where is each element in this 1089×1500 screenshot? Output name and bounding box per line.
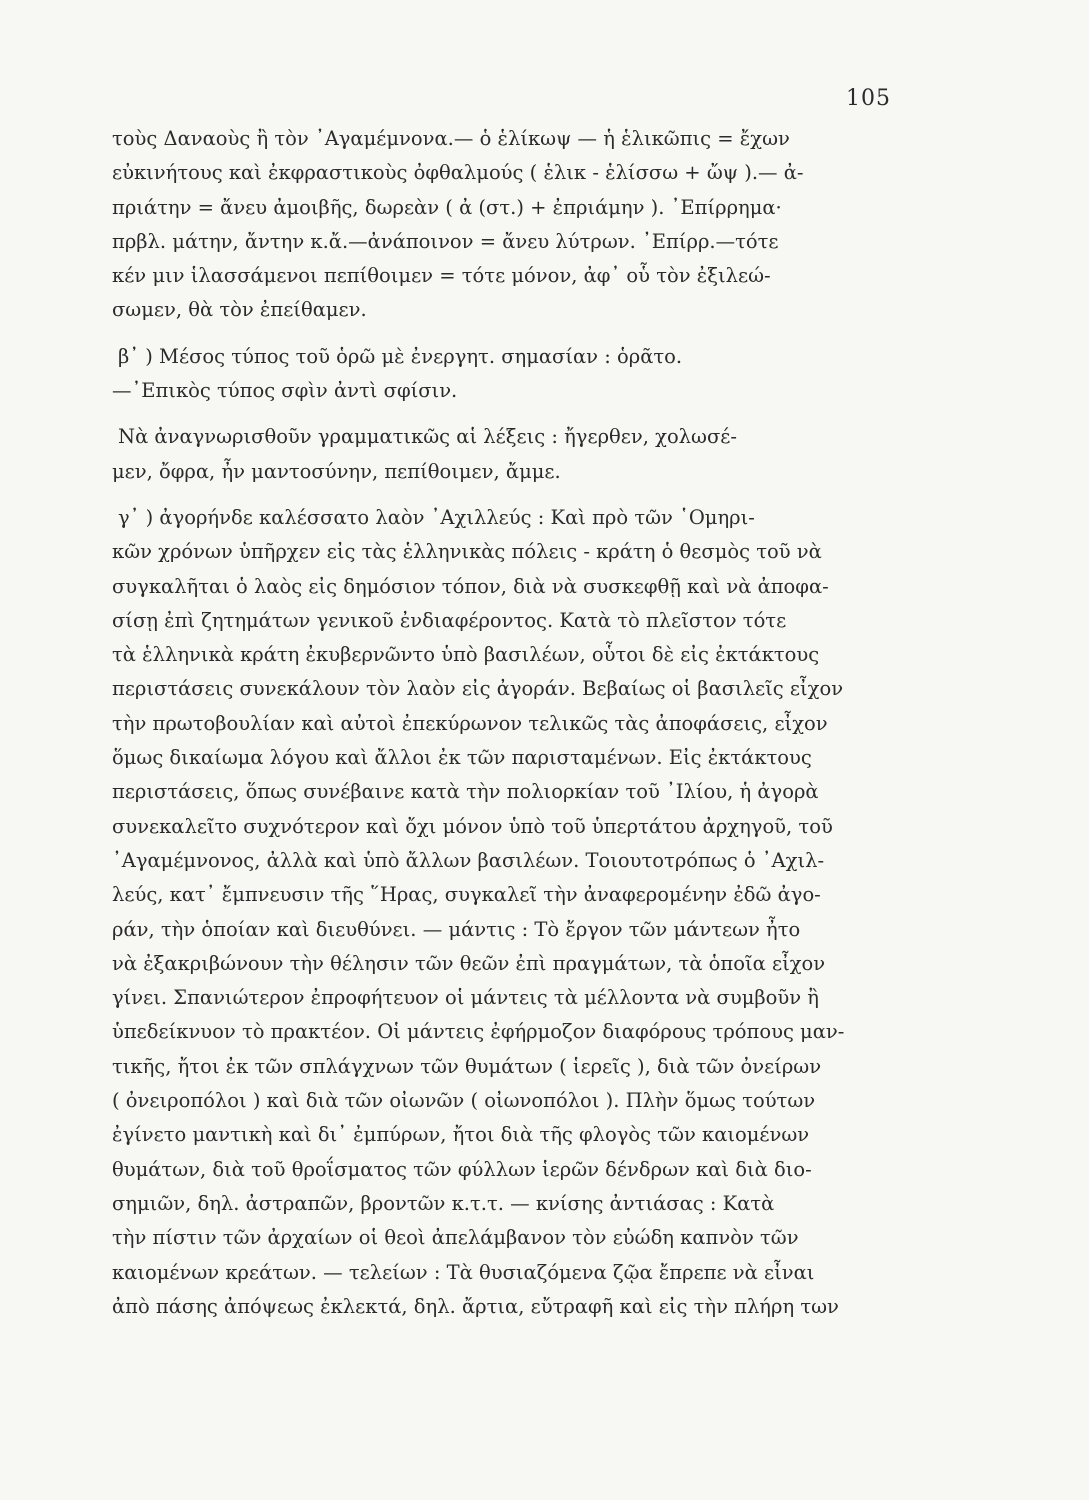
text-line: κῶν χρόνων ὑπῆρχεν εἰς τὰς ἑλληνικὰς πόλεις - κράτη ὁ θεσμὸς τοῦ νὰ bbox=[112, 540, 822, 564]
text-line: νὰ ἐξακριβώνουν τὴν θέλησιν τῶν θεῶν ἐπὶ πραγμάτων, τὰ ὁποῖα εἶχον bbox=[112, 951, 826, 975]
text-line: τοὺς Δαναοὺς ἢ τὸν ᾿Αγαμέμνονα.— ὁ ἑλίκωψ — ἡ ἑλικῶπις = ἔχων bbox=[112, 127, 790, 150]
text-line: καιομένων κρεάτων. — τελείων : Τὰ θυσιαζόμενα ζῷα ἔπρεπε νὰ εἶναι bbox=[112, 1260, 815, 1284]
text-line: β᾿ ) Μέσος τύπος τοῦ ὁρῶ μὲ ἐνεργητ. σημασίαν : ὁρᾶτο. bbox=[118, 344, 683, 368]
text-line: τὴν πρωτοβουλίαν καὶ αὐτοὶ ἐπεκύρωνον τελικῶς τὰς ἀποφάσεις, εἶχον bbox=[112, 711, 828, 735]
text-line: τὴν πίστιν τῶν ἀρχαίων οἱ θεοὶ ἀπελάμβανον τὸν εὐώδη καπνὸν τῶν bbox=[112, 1226, 799, 1250]
text-line: ἀπὸ πάσης ἀπόψεως ἐκλεκτά, δηλ. ἄρτια, εὔτραφῆ καὶ εἰς τὴν πλήρη των bbox=[112, 1294, 839, 1318]
text-line: μεν, ὄφρα, ἦν μαντοσύνην, πεπίθοιμεν, ἄμμε. bbox=[112, 459, 561, 483]
text-line: —᾿Επικὸς τύπος σφὶν ἀντὶ σφίσιν. bbox=[112, 379, 458, 403]
text-line: τικῆς, ἤτοι ἐκ τῶν σπλάγχνων τῶν θυμάτων ( ἱερεῖς ), διὰ τῶν ὀνείρων bbox=[112, 1054, 822, 1078]
paragraph-gamma bbox=[112, 501, 912, 1324]
text-line: ὅμως δικαίωμα λόγου καὶ ἄλλοι ἐκ τῶν παρισταμένων. Εἰς ἐκτάκτους bbox=[112, 746, 812, 770]
text-line: γ᾿ ) ἀγορήνδε καλέσσατο λαὸν ᾿Αχιλλεύς : Καὶ πρὸ τῶν ῾Ομηρι- bbox=[118, 505, 755, 529]
text-line: περιστάσεις συνεκάλουν τὸν λαὸν εἰς ἀγοράν. Βεβαίως οἱ βασιλεῖς εἶχον bbox=[112, 677, 844, 701]
paragraph-exercise bbox=[112, 420, 912, 489]
text-line: πρβλ. μάτην, ἄντην κ.ἄ.—ἀνάποινον = ἄνευ λύτρων. ᾿Επίρρ.—τότε bbox=[112, 229, 779, 253]
text-line: συγκαλῆται ὁ λαὸς εἰς δημόσιον τόπον, διὰ νὰ συσκεφθῇ καὶ νὰ ἀποφα- bbox=[112, 574, 829, 598]
text-line: λεύς, κατ᾿ ἔμπνευσιν τῆς ῞Ηρας, συγκαλεῖ τὴν ἀναφερομένην ἐδῶ ἀγο- bbox=[112, 883, 821, 907]
text-line: θυμάτων, διὰ τοῦ θροΐσματος τῶν φύλλων ἱερῶν δένδρων καὶ διὰ διο- bbox=[112, 1157, 812, 1181]
text-line: ᾿Αγαμέμνονος, ἀλλὰ καὶ ὑπὸ ἄλλων βασιλέων. Τοιουτοτρόπως ὁ ᾿Αχιλ- bbox=[112, 848, 825, 872]
text-line: ράν, τὴν ὁποίαν καὶ διευθύνει. — μάντις : Τὸ ἔργον τῶν μάντεων ἦτο bbox=[112, 917, 801, 941]
text-line: εὐκινήτους καὶ ἐκφραστικοὺς ὀφθαλμούς ( ἑλικ - ἑλίσσω + ὤψ ).— ἀ- bbox=[112, 161, 804, 185]
text-line: ὑπεδείκνυον τὸ πρακτέον. Οἱ μάντεις ἐφήρμοζον διαφόρους τρόπους μαν- bbox=[112, 1020, 845, 1044]
text-line: πριάτην = ἄνευ ἀμοιβῆς, δωρεὰν ( ἀ (στ.) + ἐπριάμην ). ᾿Επίρρημα· bbox=[112, 195, 782, 219]
body-text bbox=[112, 122, 912, 1324]
text-line: τὰ ἑλληνικὰ κράτη ἐκυβερνῶντο ὑπὸ βασιλέων, οὗτοι δὲ εἰς ἐκτάκτους bbox=[112, 643, 820, 667]
text-line: σίσῃ ἐπὶ ζητημάτων γενικοῦ ἐνδιαφέροντος. Κατὰ τὸ πλεῖστον τότε bbox=[112, 608, 787, 632]
text-line: γίνει. Σπανιώτερον ἐπροφήτευον οἱ μάντεις τὰ μέλλοντα νὰ συμβοῦν ἢ bbox=[112, 986, 819, 1010]
text-line: ἐγίνετο μαντικὴ καὶ δι᾿ ἐμπύρων, ἤτοι διὰ τῆς φλογὸς τῶν καιομένων bbox=[112, 1123, 810, 1147]
text-line: ( ὀνειροπόλοι ) καὶ διὰ τῶν οἰωνῶν ( οἰωνοπόλοι ). Πλὴν ὅμως τούτων bbox=[112, 1089, 816, 1113]
text-line: κέν μιν ἱλασσάμενοι πεπίθοιμεν = τότε μόνον, ἀφ᾿ οὗ τὸν ἐξιλεώ- bbox=[112, 264, 771, 288]
text-line: σημιῶν, δηλ. ἀστραπῶν, βροντῶν κ.τ.τ. — κνίσης ἀντιάσας : Κατὰ bbox=[112, 1191, 775, 1215]
page-number: 105 bbox=[846, 86, 891, 111]
text-line: Νὰ ἀναγνωρισθοῦν γραμματικῶς αἱ λέξεις : ἤγερθεν, χολωσέ- bbox=[118, 425, 737, 449]
paragraph-beta bbox=[112, 340, 912, 409]
text-line: συνεκαλεῖτο συχνότερον καὶ ὄχι μόνον ὑπὸ τοῦ ὑπερτάτου ἀρχηγοῦ, τοῦ bbox=[112, 814, 833, 838]
text-line: περιστάσεις, ὅπως συνέβαινε κατὰ τὴν πολιορκίαν τοῦ ᾿Ιλίου, ἡ ἀγορὰ bbox=[112, 780, 819, 804]
paragraph-alpha-notes bbox=[112, 122, 912, 328]
text-line: σωμεν, θὰ τὸν ἐπείθαμεν. bbox=[112, 298, 367, 322]
